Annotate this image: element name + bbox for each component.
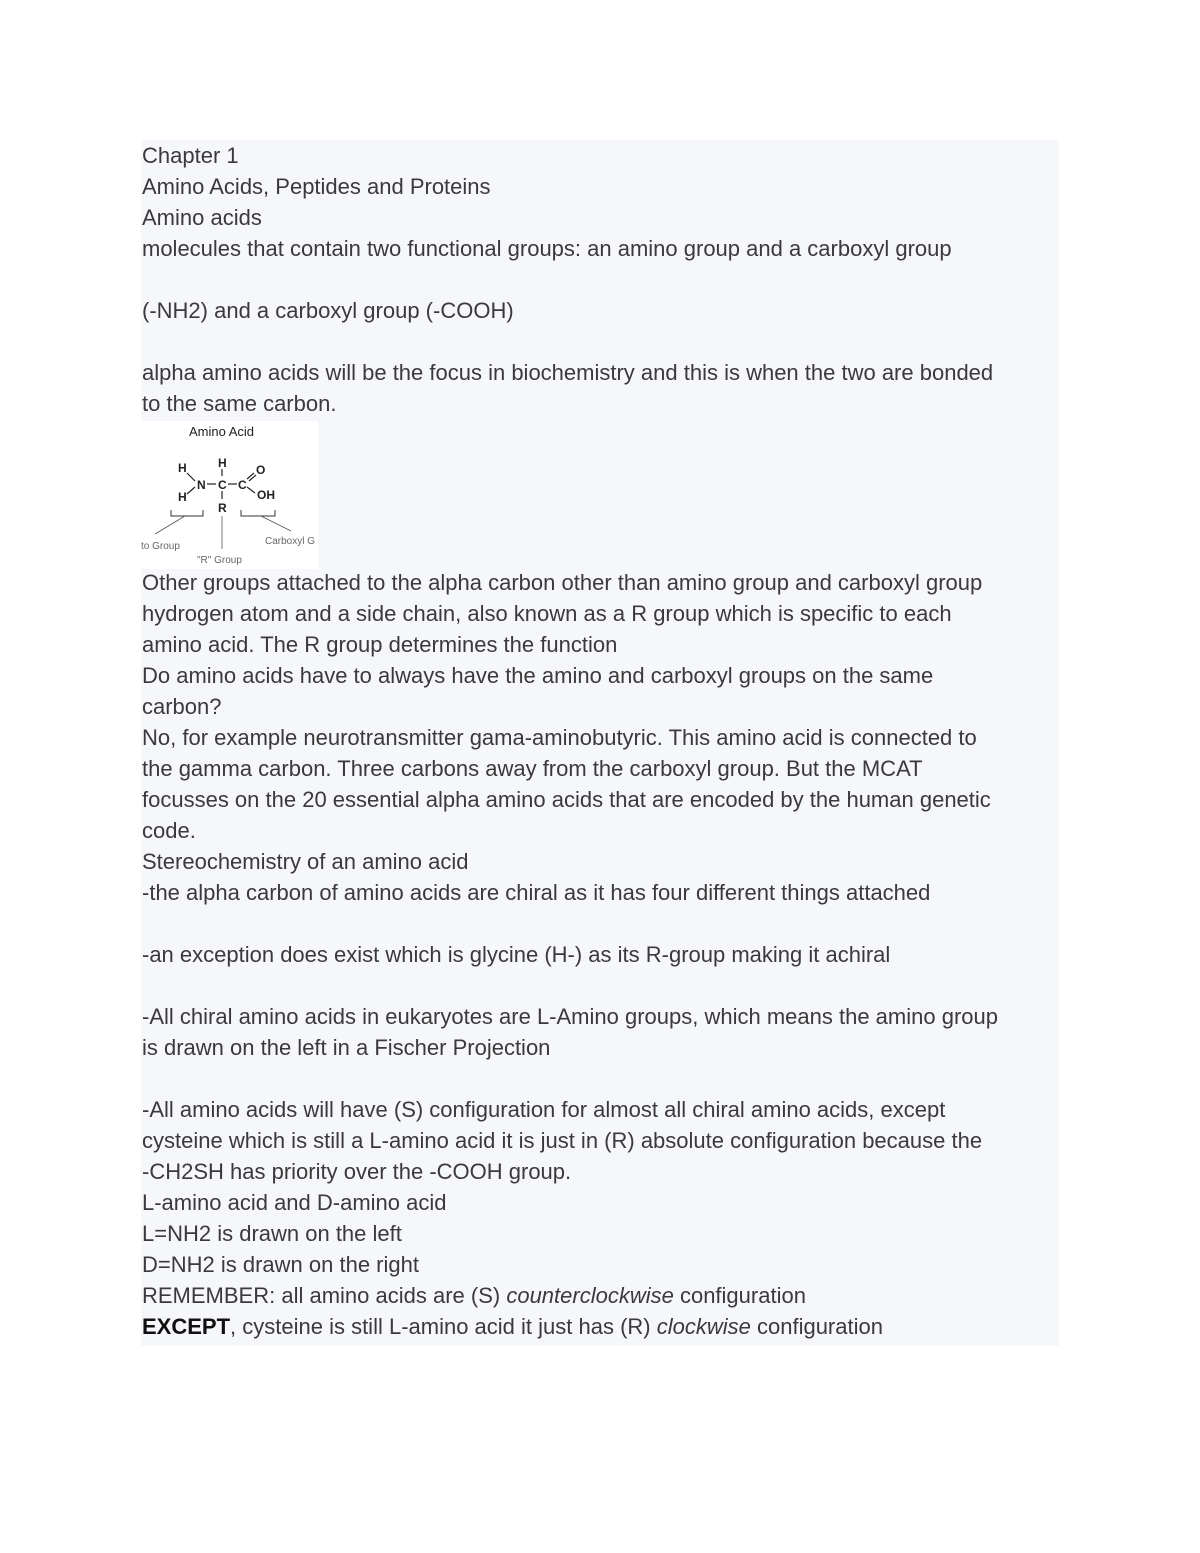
except-emphasis: clockwise [656,1314,751,1339]
d-definition: D=NH2 is drawn on the right [142,1252,419,1277]
answer-line-4: code. [142,818,196,843]
chapter-label: Chapter 1 [142,143,239,168]
stereo-point-3a: -All chiral amino acids in eukaryotes are L-Amino groups, which means the amino group [142,1004,998,1029]
question-line-2: carbon? [142,694,222,719]
stereo-point-4b: cysteine which is still a L-amino acid it is just in (R) absolute configuration because the [142,1128,983,1153]
blank-line [141,970,1059,1001]
atom-oh: OH [257,488,275,502]
stereo-point-4c: -CH2SH has priority over the -COOH group. [142,1159,572,1184]
answer-line-1: No, for example neurotransmitter gama-aminobutyric. This amino acid is connected to [142,725,977,750]
atom-h-top: H [218,456,227,470]
except-line [141,1311,1059,1342]
stereochemistry-heading: Stereochemistry of an amino acid [142,849,469,874]
stereo-point-1: -the alpha carbon of amino acids are chiral as it has four different things attached [142,880,931,905]
answer-line-3: focusses on the 20 essential alpha amino acids that are encoded by the human genetic [142,787,991,812]
atom-h-bottom-left: H [178,490,187,504]
chapter-title: Amino Acids, Peptides and Proteins [142,174,491,199]
other-groups-line-1: Other groups attached to the alpha carbon other than amino group and carboxyl group [142,570,983,595]
l-definition: L=NH2 is drawn on the left [142,1221,402,1246]
atom-carboxyl-carbon: C [238,478,247,492]
atom-o: O [256,463,266,477]
remember-suffix: configuration [673,1283,806,1308]
groups-line: (-NH2) and a carboxyl group (-COOH) [142,298,514,323]
blank-line [141,264,1059,295]
label-carboxyl-group: Carboxyl G [265,536,316,547]
blank-line [141,1063,1059,1094]
except-text: , cysteine is still L-amino acid it just has (R) [230,1314,657,1339]
figure-title: Amino Acid [189,424,255,439]
question-line-1: Do amino acids have to always have the amino and carboxyl groups on the same [142,663,934,688]
except-suffix: configuration [750,1314,883,1339]
amino-acid-structure-diagram [141,421,318,569]
document-text-block [141,140,1059,1346]
alpha-line-1: alpha amino acids will be the focus in biochemistry and this is when the two are bonded [142,360,994,385]
answer-line-2: the gamma carbon. Three carbons away from the carboxyl group. But the MCAT [142,756,923,781]
section-heading: Amino acids [142,205,262,230]
other-groups-line-3: amino acid. The R group determines the function [142,632,618,657]
remember-line [141,1280,1059,1311]
label-amino-group: to Group [141,541,180,552]
atom-n: N [197,478,206,492]
alpha-line-2: to the same carbon. [142,391,337,416]
stereo-point-2: -an exception does exist which is glycine (H-) as its R-group making it achiral [142,942,891,967]
atom-h-top-left: H [178,461,187,475]
blank-line [141,908,1059,939]
ld-heading: L-amino acid and D-amino acid [142,1190,447,1215]
blank-line [141,326,1059,357]
except-keyword: EXCEPT [142,1314,231,1339]
remember-emphasis: counterclockwise [506,1283,674,1308]
other-groups-line-2: hydrogen atom and a side chain, also known as a R group which is specific to each [142,601,952,626]
remember-text: REMEMBER: all amino acids are (S) [142,1283,507,1308]
atom-alpha-carbon: C [218,478,227,492]
label-r-group: "R" Group [197,555,242,566]
atom-r: R [218,501,227,515]
stereo-point-4a: -All amino acids will have (S) configuration for almost all chiral amino acids, except [142,1097,946,1122]
definition-line: molecules that contain two functional groups: an amino group and a carboxyl group [142,236,952,261]
stereo-point-3b: is drawn on the left in a Fischer Projection [142,1035,551,1060]
